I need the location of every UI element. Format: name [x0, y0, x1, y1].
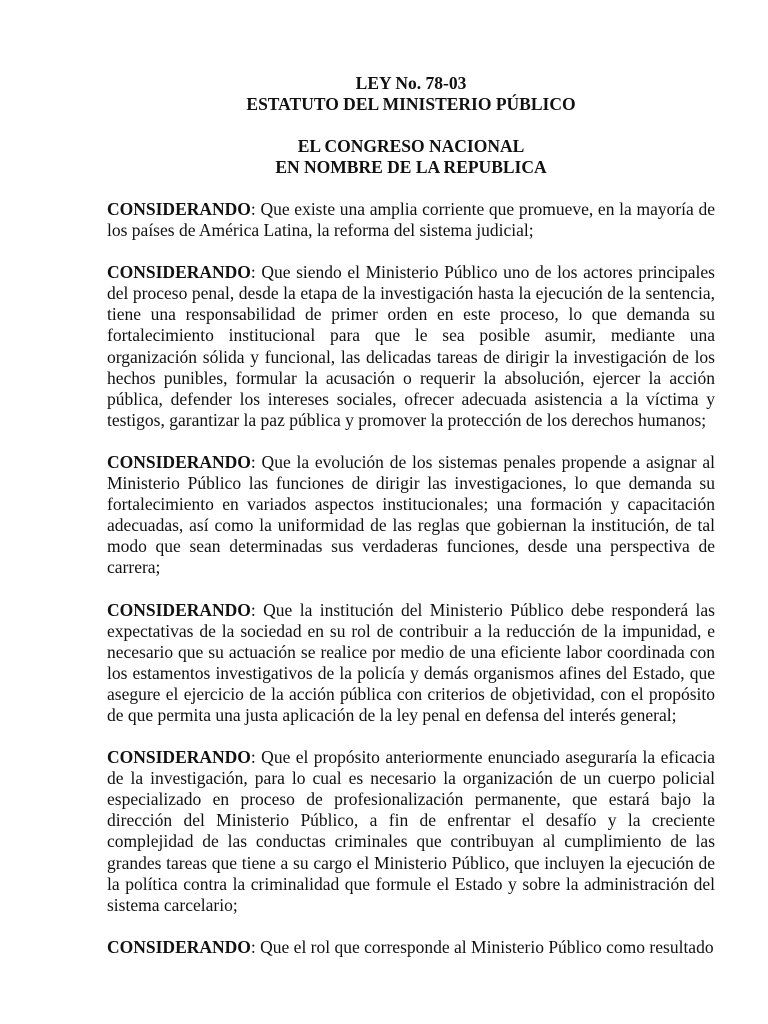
- considerando-keyword: CONSIDERANDO: [107, 936, 251, 957]
- enacting-heading: [107, 136, 715, 178]
- considerando-paragraph: [107, 262, 715, 431]
- considerando-keyword: CONSIDERANDO: [107, 747, 251, 768]
- paragraph-text: : Que siendo el Ministerio Público uno de los actores principales del proceso penal, desde la etapa de la investigación hasta la ejecución de la sentencia, tiene una responsabilidad de primer orden en este proceso, lo que demanda su fortalecimiento institucional para que le sea posible asumir, mediante una organización sólida y funcional, las delicadas tareas de dirigir la investigación de los hechos punibles, formular la acusación o requerir la absolución, ejercer la acción pública, defender los intereses sociales, ofrecer adecuada asistencia a la víctima y testigos, garantizar la paz pública y promover la protección de los derechos humanos;: [107, 262, 715, 430]
- considerando-paragraph: [107, 747, 715, 916]
- considerando-keyword: CONSIDERANDO: [107, 262, 251, 283]
- law-title: ESTATUTO DEL MINISTERIO PÚBLICO: [246, 94, 576, 114]
- considerando-keyword: CONSIDERANDO: [107, 451, 251, 472]
- considerando-keyword: CONSIDERANDO: [107, 199, 251, 219]
- paragraph-text: : Que la evolución de los sistemas penales propende a asignar al Ministerio Público las funciones de dirigir las investigaciones, lo que demanda su fortalecimiento en variados aspectos institucionales; una formación y capacitación adecuadas, así como la uniformidad de las reglas que gobiernan la institución, de tal modo que sean determinadas sus verdaderas funciones, desde una perspectiva de carrera;: [107, 451, 715, 578]
- considerando-paragraph: [107, 600, 715, 727]
- considerando-paragraph: [107, 937, 715, 958]
- paragraph-text: : Que el propósito anteriormente enunciado aseguraría la eficacia de la investigación, para lo cual es necesario la organización de un cuerpo policial especializado en proceso de profesionalización permanente, que estará bajo la dirección del Ministerio Público, a fin de enfrentar el desafío y la creciente complejidad de las conductas criminales que contribuyan al cumplimiento de las grandes tareas que tiene a su cargo el Ministerio Público, que incluyen la ejecución de la política contra la criminalidad que formule el Estado y sobre la administración del sistema carcelario;: [107, 747, 715, 915]
- law-heading: [107, 73, 715, 115]
- paragraph-text: : Que existe una amplia corriente que promueve, en la mayoría de los países de América Latina, la reforma del sistema judicial;: [107, 199, 715, 241]
- paragraph-text: : Que la institución del Ministerio Público debe responderá las expectativas de la sociedad en su rol de contribuir a la reducción de la impunidad, e necesario que su actuación se realice por medio de una eficiente labor coordinada con los estamentos investigativos de la policía y demás organismos afines del Estado, que asegure el ejercicio de la acción pública con criterios de objetividad, con el propósito de que permita una justa aplicación de la ley penal en defensa del interés general;: [107, 599, 715, 725]
- considerando-paragraph: [107, 452, 715, 579]
- considerando-paragraph: [107, 199, 715, 241]
- congress-name: EL CONGRESO NACIONAL: [297, 136, 525, 156]
- paragraph-text: : Que el rol que corresponde al Ministerio Público como resultado: [250, 936, 714, 957]
- considerando-keyword: CONSIDERANDO: [107, 599, 251, 620]
- in-name-of-republic: EN NOMBRE DE LA REPUBLICA: [275, 157, 547, 177]
- law-number: LEY No. 78-03: [355, 73, 467, 93]
- document-body: [107, 199, 715, 958]
